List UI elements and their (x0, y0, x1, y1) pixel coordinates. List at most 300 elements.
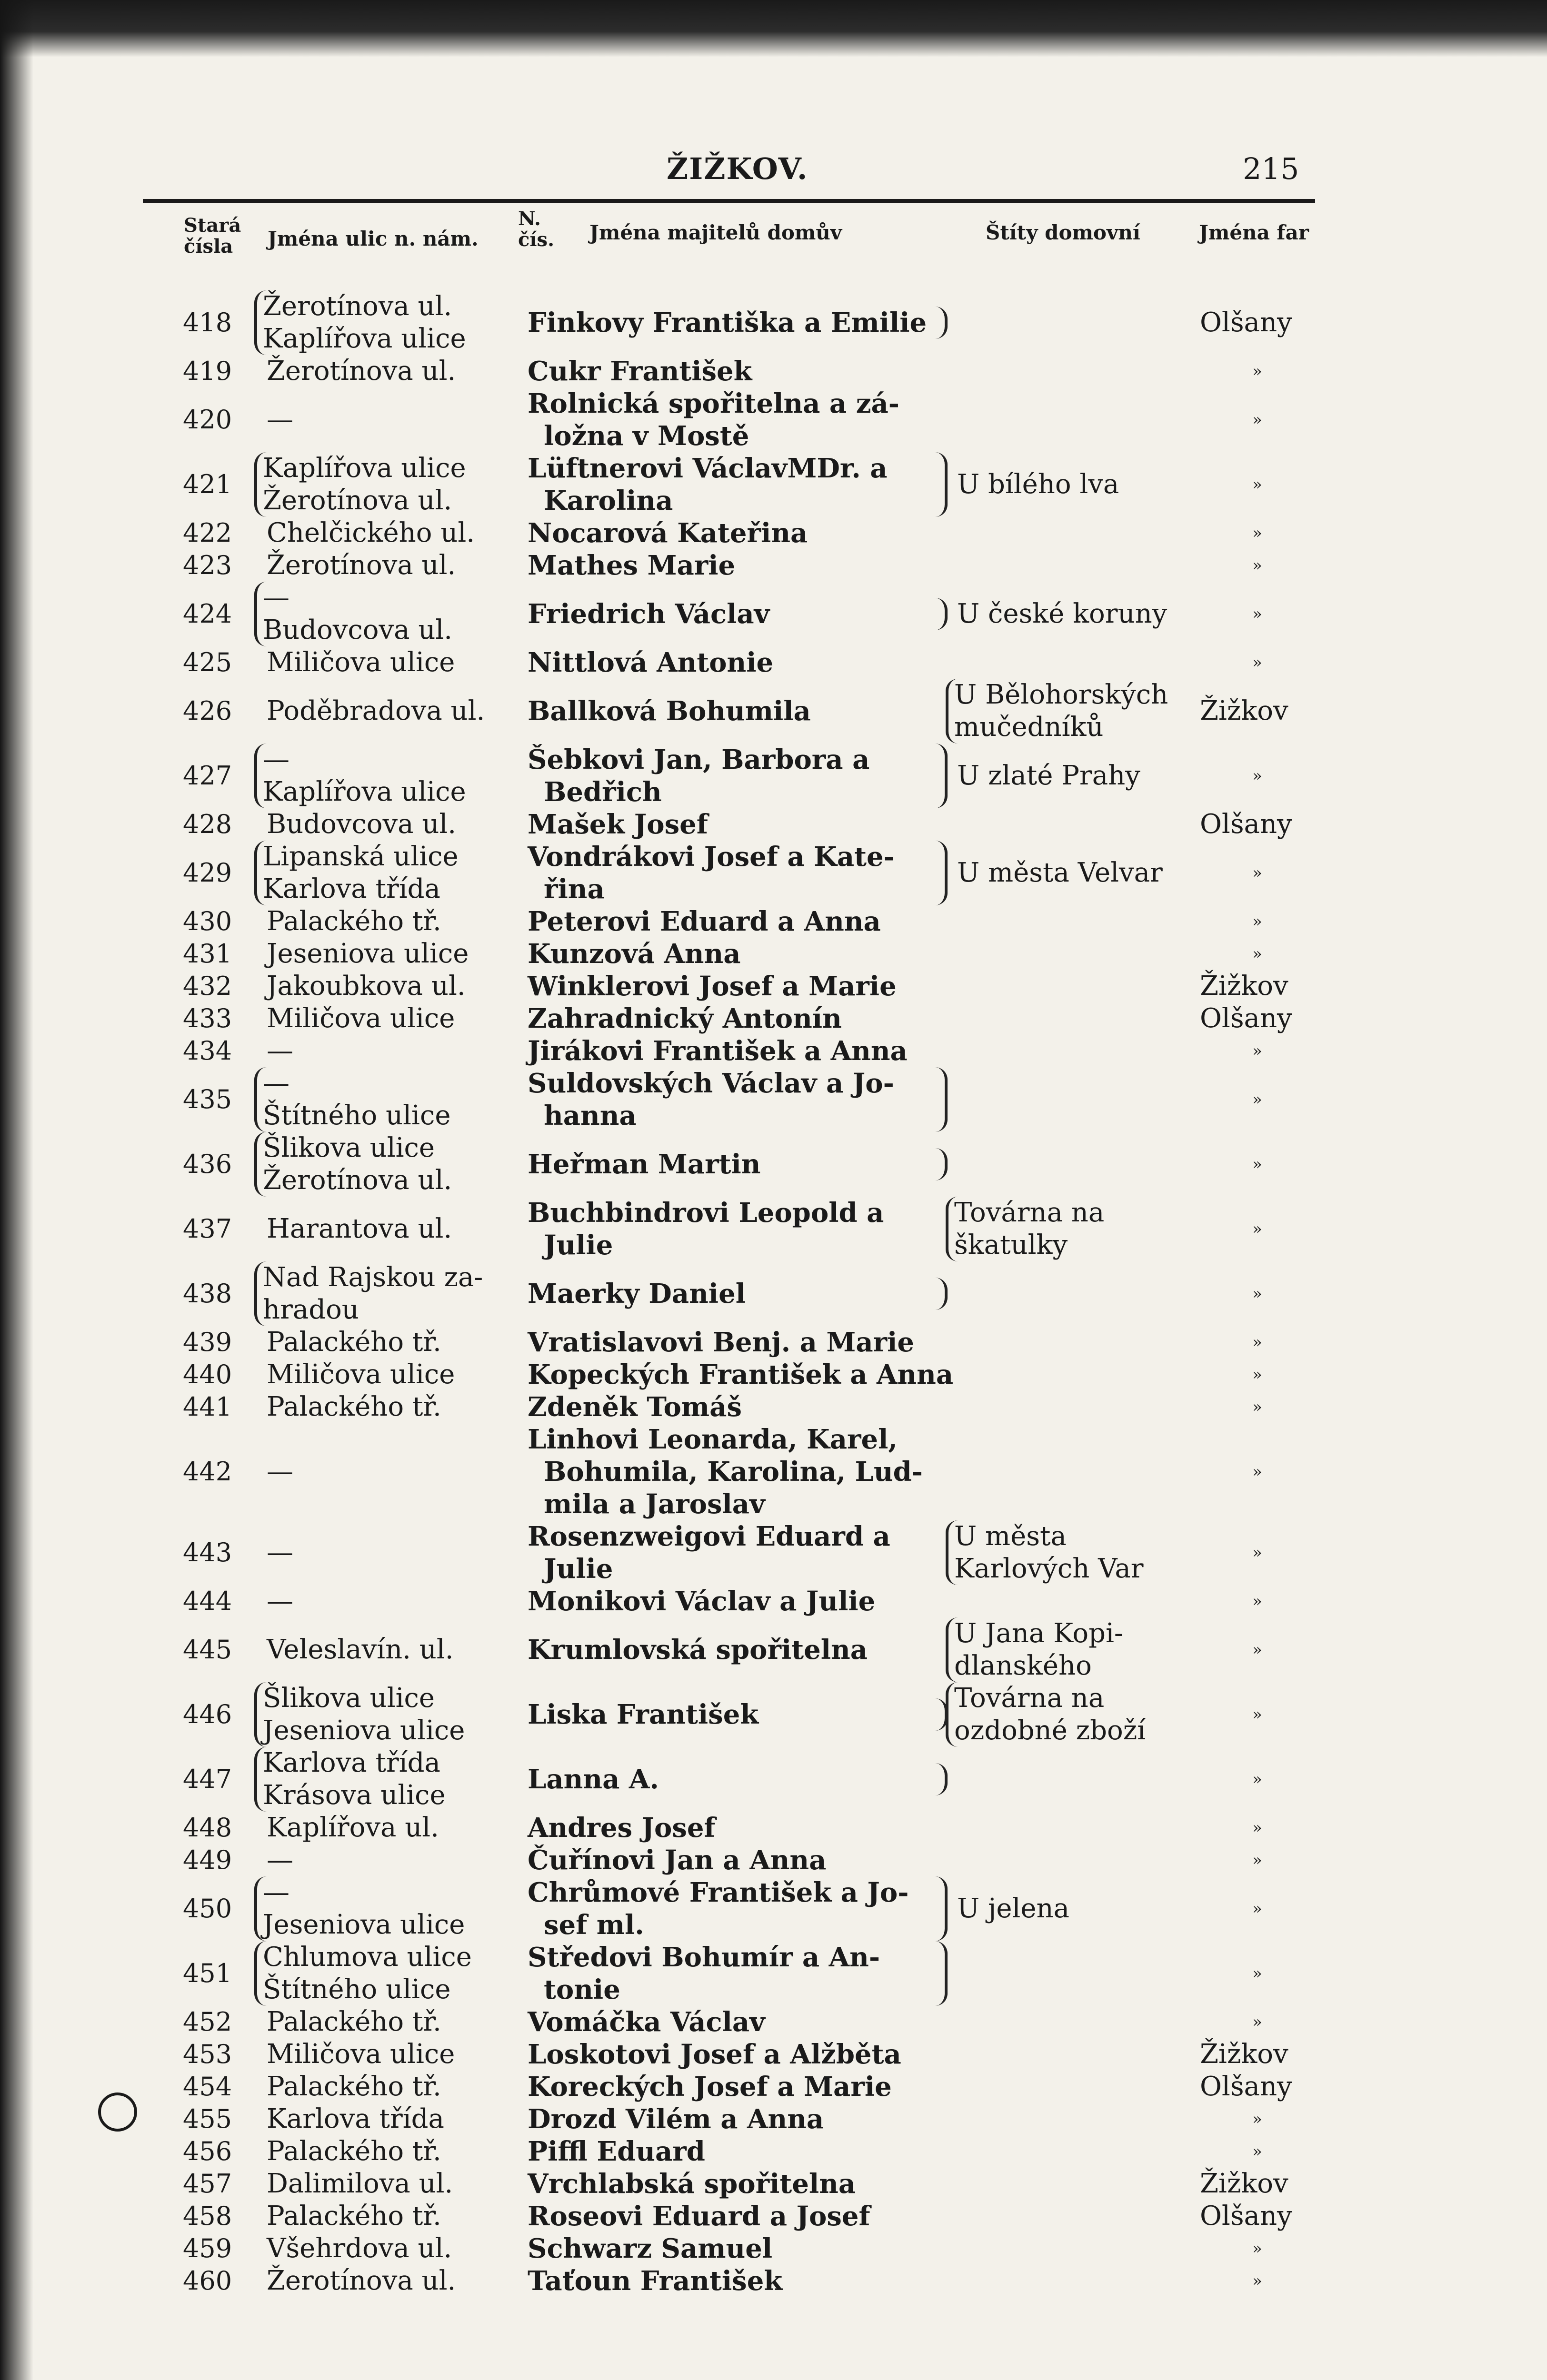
cell-line: Ballková Bohumila (528, 695, 811, 727)
cell-line: Winklerovi Josef a Marie (528, 971, 897, 1002)
table-row (0, 808, 1547, 841)
column-header-line: N. (518, 208, 541, 230)
owner-name (528, 1844, 937, 1876)
parish-name: » (1252, 1090, 1262, 1109)
cell-line: Kaplířova ulice (263, 323, 466, 354)
cell-line: Štítného ulice (263, 1974, 451, 2005)
owner-name (528, 598, 948, 630)
parish-name: Žižkov (1200, 2039, 1288, 2070)
cell-line: Nittlová Antonie (528, 647, 774, 678)
street-name (267, 1213, 514, 1245)
cell-line: řina (544, 873, 605, 905)
street-name (267, 1391, 514, 1423)
cell-line: Zdeněk Tomáš (528, 1391, 742, 1423)
owner-name (528, 1278, 948, 1310)
street-name (267, 695, 514, 727)
owner-name (528, 1002, 937, 1035)
cell-line: mila a Jaroslav (544, 1488, 765, 1520)
parish-name: » (1252, 1365, 1262, 1384)
cell-line: Všehrdova ul. (267, 2233, 452, 2264)
house-sign (946, 1617, 1211, 1682)
table-row (0, 905, 1547, 938)
owner-name (528, 2103, 937, 2135)
owner-name (528, 1423, 937, 1520)
parish-name: » (1252, 912, 1262, 931)
cell-line: Chrůmové František a Jo- (528, 1877, 909, 1908)
old-number: 455 (183, 2104, 232, 2134)
house-sign (957, 598, 1214, 630)
old-number: 429 (183, 858, 232, 888)
table-row (0, 1844, 1547, 1876)
table-row (0, 1132, 1547, 1197)
street-name (267, 355, 514, 387)
old-number: 457 (183, 2169, 232, 2199)
street-name (254, 290, 510, 355)
cell-line: U české koruny (957, 598, 1168, 629)
cell-line: Dalimilova ul. (267, 2168, 453, 2199)
table-row (0, 646, 1547, 679)
street-name (254, 1747, 510, 1812)
old-number: 427 (183, 761, 232, 791)
street-name (267, 1634, 514, 1666)
column-header-old-numbers (184, 215, 241, 257)
parish-name: Žižkov (1200, 2168, 1288, 2199)
parish-name: » (1252, 1592, 1262, 1611)
old-number: 432 (183, 971, 232, 1001)
table-row (0, 2038, 1547, 2071)
cell-line: — (263, 1877, 289, 1908)
cell-line: Harantova ul. (267, 1213, 452, 1244)
cell-line: Palackého tř. (267, 1327, 441, 1358)
parish-name: Olšany (1200, 2201, 1292, 2231)
street-name (267, 2135, 514, 2168)
cell-line: škatulky (954, 1230, 1068, 1260)
cell-line: Karlova třída (263, 1747, 440, 1778)
scan-edge-top (0, 0, 1547, 57)
old-number: 431 (183, 939, 232, 969)
cell-line: Jeseniova ulice (263, 1909, 465, 1940)
cell-line: sef ml. (544, 1909, 644, 1941)
old-number: 433 (183, 1003, 232, 1033)
cell-line: Taťoun František (528, 2265, 783, 2297)
cell-line: — (267, 1844, 293, 1875)
table-row (0, 841, 1547, 905)
old-number: 430 (183, 906, 232, 936)
cell-line: — (267, 1456, 293, 1487)
cell-line: U Bělohorských (954, 679, 1168, 710)
old-number: 435 (183, 1084, 232, 1114)
parish-name: » (1252, 410, 1262, 429)
old-number: 419 (183, 356, 232, 386)
cell-line: Středovi Bohumír a An- (528, 1942, 880, 1973)
owner-name (528, 2071, 937, 2103)
cell-line: Drozd Vilém a Anna (528, 2103, 824, 2135)
street-name (267, 2168, 514, 2200)
old-number: 425 (183, 647, 232, 677)
table-row (0, 1812, 1547, 1844)
owner-name (528, 2232, 937, 2265)
street-name (267, 1537, 514, 1569)
table-row (0, 1423, 1547, 1520)
old-number: 454 (183, 2072, 232, 2102)
parish-name: » (1252, 2110, 1262, 2129)
cell-line: U jelena (957, 1893, 1070, 1924)
column-header-street-names: Jména ulic n. nám. (268, 227, 479, 250)
table-row (0, 744, 1547, 808)
cell-line: Palackého tř. (267, 1391, 441, 1422)
street-name (267, 517, 514, 549)
cell-line: Šlikova ulice (263, 1683, 435, 1714)
cell-line: Friedrich Václav (528, 598, 770, 630)
cell-line: — (267, 1537, 293, 1568)
parish-name: » (1252, 1333, 1262, 1352)
cell-line: Finkovy Františka a Emilie (528, 307, 927, 338)
owner-name (528, 2135, 937, 2168)
old-number: 459 (183, 2233, 232, 2263)
cell-line: U města Velvar (957, 857, 1163, 888)
running-title: ŽIŽKOV. (667, 151, 808, 186)
table-row (0, 1520, 1547, 1585)
street-name (267, 2103, 514, 2135)
cell-line: Kunzová Anna (528, 938, 741, 970)
street-name (254, 1132, 510, 1197)
old-number: 458 (183, 2201, 232, 2231)
cell-line: Buchbindrovi Leopold a (528, 1197, 884, 1229)
table-row (0, 938, 1547, 970)
table-row (0, 2071, 1547, 2103)
owner-name (528, 307, 948, 339)
parish-name: » (1252, 1818, 1262, 1837)
parish-name: » (1252, 605, 1262, 624)
cell-line: Vomáčka Václav (528, 2006, 765, 2038)
owner-name (528, 1391, 937, 1423)
house-sign (957, 1893, 1214, 1925)
table-row (0, 1035, 1547, 1067)
owner-name (528, 938, 937, 970)
table-row (0, 290, 1547, 355)
table-row (0, 1326, 1547, 1359)
owner-name (528, 387, 937, 452)
street-name (267, 2071, 514, 2103)
column-header-house-signs: Štíty domovní (986, 221, 1140, 244)
cell-line: Andres Josef (528, 1812, 716, 1844)
table-row (0, 2232, 1547, 2265)
parish-name: » (1252, 1770, 1262, 1789)
cell-line: Jeseniova ulice (263, 1715, 465, 1746)
old-number: 452 (183, 2007, 232, 2037)
parish-name: » (1252, 1543, 1262, 1562)
street-name (267, 1585, 514, 1617)
street-name (267, 2038, 514, 2071)
owner-name (528, 517, 937, 549)
street-name (267, 1002, 514, 1035)
owner-name (528, 1148, 948, 1180)
house-sign (957, 760, 1214, 792)
old-number: 438 (183, 1279, 232, 1309)
parish-name: Olšany (1200, 1003, 1292, 1034)
table-row (0, 1876, 1547, 1941)
cell-line: ozdobné zboží (954, 1715, 1146, 1746)
street-name (267, 1844, 514, 1876)
parish-name: Olšany (1200, 809, 1292, 840)
table-row (0, 2265, 1547, 2297)
table-row (0, 2006, 1547, 2038)
old-number: 421 (183, 469, 232, 499)
header-rule (143, 199, 1315, 203)
parish-name: » (1252, 1284, 1262, 1303)
table-row (0, 1261, 1547, 1326)
cell-line: Vondrákovi Josef a Kate- (528, 841, 895, 873)
table-row (0, 355, 1547, 387)
table-row (0, 1359, 1547, 1391)
cell-line: Kaplířova ulice (263, 776, 466, 807)
table-row (0, 1585, 1547, 1617)
cell-line: Palackého tř. (267, 906, 441, 937)
cell-line: Budovcova ul. (267, 809, 457, 840)
cell-line: Vrchlabská spořitelna (528, 2168, 856, 2200)
cell-line: Monikovi Václav a Julie (528, 1586, 876, 1617)
street-name (267, 808, 514, 841)
cell-line: Šebkovi Jan, Barbora a (528, 744, 870, 775)
cell-line: Továrna na (954, 1197, 1105, 1228)
parish-name: » (1252, 1220, 1262, 1239)
street-name (254, 744, 510, 808)
old-number: 426 (183, 696, 232, 726)
table-row (0, 1941, 1547, 2006)
old-number: 443 (183, 1537, 232, 1567)
owner-name (528, 808, 937, 841)
parish-name: » (1252, 1041, 1262, 1061)
parish-name: » (1252, 1640, 1262, 1659)
owner-name (528, 1585, 937, 1617)
cell-line: mučedníků (954, 712, 1104, 743)
cell-line: Žerotínova ul. (263, 291, 452, 322)
owner-name (528, 1812, 937, 1844)
parish-name: » (1252, 766, 1262, 785)
cell-line: Nocarová Kateřina (528, 517, 808, 549)
owner-name (528, 2200, 937, 2232)
owner-name (528, 549, 937, 582)
old-number: 449 (183, 1845, 232, 1875)
street-name (267, 970, 514, 1002)
cell-line: Žerotínova ul. (267, 2265, 456, 2296)
cell-line: U bílého lva (957, 469, 1119, 500)
parish-name: » (1252, 556, 1262, 575)
street-name (254, 582, 510, 646)
cell-line: Linhovi Leonarda, Karel, (528, 1424, 898, 1455)
owner-name (528, 1067, 948, 1132)
parish-name: » (1252, 524, 1262, 543)
table-row (0, 2200, 1547, 2232)
parish-name: » (1252, 1851, 1262, 1870)
parish-name: » (1252, 1964, 1262, 1983)
column-header-owners: Jména majitelů domův (589, 221, 842, 244)
page-number: 215 (1243, 151, 1299, 186)
parish-name: » (1252, 653, 1262, 672)
street-name (254, 1067, 510, 1132)
cell-line: Lipanská ulice (263, 841, 459, 872)
parish-name: » (1252, 863, 1262, 883)
table-row (0, 1391, 1547, 1423)
street-name (267, 549, 514, 582)
street-name (267, 646, 514, 679)
table-row (0, 970, 1547, 1002)
owner-name (528, 970, 937, 1002)
table-row (0, 1197, 1547, 1261)
cell-line: Miličova ulice (267, 647, 455, 678)
cell-line: dlanského (954, 1650, 1092, 1681)
pencil-circle-mark (98, 2092, 137, 2132)
cell-line: Loskotovi Josef a Alžběta (528, 2039, 901, 2070)
old-number: 428 (183, 809, 232, 839)
cell-line: hradou (263, 1294, 359, 1325)
old-number: 448 (183, 1813, 232, 1843)
old-number: 447 (183, 1764, 232, 1794)
column-header-parishes: Jména far (1199, 221, 1309, 244)
old-number: 440 (183, 1359, 232, 1389)
cell-line: — (267, 1586, 293, 1616)
house-sign (957, 468, 1214, 501)
cell-line: U Jana Kopi- (954, 1618, 1123, 1649)
house-register-table (0, 290, 1547, 2297)
cell-line: Krásova ulice (263, 1780, 446, 1811)
cell-line: Krumlovská spořitelna (528, 1634, 868, 1666)
column-header-line: čísla (184, 235, 233, 258)
house-sign (946, 679, 1211, 744)
street-name (267, 404, 514, 436)
cell-line: Koreckých Josef a Marie (528, 2071, 892, 2102)
cell-line: Schwarz Samuel (528, 2233, 773, 2264)
old-number: 424 (183, 599, 232, 629)
house-sign (946, 1520, 1211, 1585)
house-sign (946, 1682, 1211, 1747)
street-name (267, 1359, 514, 1391)
table-row (0, 2103, 1547, 2135)
table-row (0, 582, 1547, 646)
parish-name: » (1252, 2142, 1262, 2161)
cell-line: Továrna na (954, 1683, 1105, 1714)
column-header-new-numbers (518, 208, 554, 250)
cell-line: — (263, 744, 289, 775)
table-row (0, 2168, 1547, 2200)
table-row (0, 549, 1547, 582)
street-name (267, 1035, 514, 1067)
street-name (254, 1682, 510, 1747)
street-name (254, 841, 510, 905)
cell-line: Miličova ulice (267, 1359, 455, 1390)
cell-line: — (263, 1068, 289, 1099)
cell-line: Palackého tř. (267, 2071, 441, 2102)
table-row (0, 1002, 1547, 1035)
owner-name (528, 841, 948, 905)
street-name (254, 1876, 510, 1941)
street-name (267, 2232, 514, 2265)
cell-line: Lanna A. (528, 1764, 659, 1795)
parish-name: » (1252, 475, 1262, 494)
table-row (0, 2135, 1547, 2168)
cell-line: Miličova ulice (267, 1003, 455, 1034)
owner-name (528, 1359, 954, 1391)
old-number: 450 (183, 1894, 232, 1924)
cell-line: Veleslavín. ul. (267, 1634, 454, 1665)
owner-name (528, 1763, 948, 1795)
table-row (0, 517, 1547, 549)
owner-name (528, 1941, 948, 2006)
parish-name: » (1252, 2013, 1262, 2032)
parish-name: Žižkov (1200, 695, 1288, 726)
cell-line: Karlova třída (267, 2103, 444, 2134)
table-row (0, 1747, 1547, 1812)
owner-name (528, 452, 948, 517)
cell-line: Palackého tř. (267, 2006, 441, 2037)
cell-line: Kaplířova ul. (267, 1812, 439, 1843)
cell-line: Budovcova ul. (263, 615, 453, 645)
street-name (267, 1812, 514, 1844)
table-row (0, 1682, 1547, 1747)
cell-line: Roseovi Eduard a Josef (528, 2201, 870, 2232)
parish-name: » (1252, 1398, 1262, 1417)
house-sign (957, 857, 1214, 889)
old-number: 436 (183, 1149, 232, 1179)
old-number: 446 (183, 1699, 232, 1729)
cell-line: Žerotínova ul. (267, 356, 456, 387)
parish-name: » (1252, 1155, 1262, 1174)
cell-line: Vratislavovi Benj. a Marie (528, 1327, 915, 1358)
owner-name (528, 1634, 937, 1666)
owner-name (528, 2168, 937, 2200)
old-number: 456 (183, 2136, 232, 2166)
old-number: 444 (183, 1586, 232, 1616)
street-name (267, 2200, 514, 2232)
cell-line: Chelčického ul. (267, 517, 475, 548)
parish-name: Žižkov (1200, 971, 1288, 1002)
parish-name: Olšany (1200, 2071, 1292, 2102)
cell-line: Žerotínova ul. (263, 485, 452, 516)
owner-name (528, 1520, 937, 1585)
cell-line: U zlaté Prahy (957, 760, 1140, 791)
parish-name: » (1252, 1899, 1262, 1918)
cell-line: Liska František (528, 1699, 759, 1730)
cell-line: Julie (544, 1230, 613, 1261)
cell-line: Poděbradova ul. (267, 695, 485, 726)
street-name (267, 1456, 514, 1488)
cell-line: Bohumila, Karolina, Lud- (544, 1456, 923, 1488)
parish-name: » (1252, 1705, 1262, 1724)
cell-line: Bedřich (544, 776, 662, 808)
table-row (0, 1067, 1547, 1132)
owner-name (528, 2006, 937, 2038)
column-header-line: Stará (184, 214, 241, 237)
cell-line: Štítného ulice (263, 1100, 451, 1131)
cell-line: tonie (544, 1974, 620, 2005)
street-name (254, 452, 510, 517)
owner-name (528, 695, 937, 727)
cell-line: Jeseniova ulice (267, 938, 469, 969)
cell-line: Suldovských Václav a Jo- (528, 1068, 894, 1099)
owner-name (528, 355, 937, 387)
cell-line: Chlumova ulice (263, 1942, 472, 1973)
cell-line: Palackého tř. (267, 2201, 441, 2231)
cell-line: Piffl Eduard (528, 2136, 705, 2167)
owner-name (528, 1698, 948, 1731)
cell-line: Karolina (544, 485, 673, 516)
column-header-line: čís. (518, 228, 554, 251)
cell-line: Šlikova ulice (263, 1132, 435, 1163)
cell-line: Jakoubkova ul. (267, 971, 466, 1002)
cell-line: Kaplířova ulice (263, 453, 466, 484)
table-row (0, 387, 1547, 452)
cell-line: Rolnická spořitelna a zá- (528, 388, 900, 419)
